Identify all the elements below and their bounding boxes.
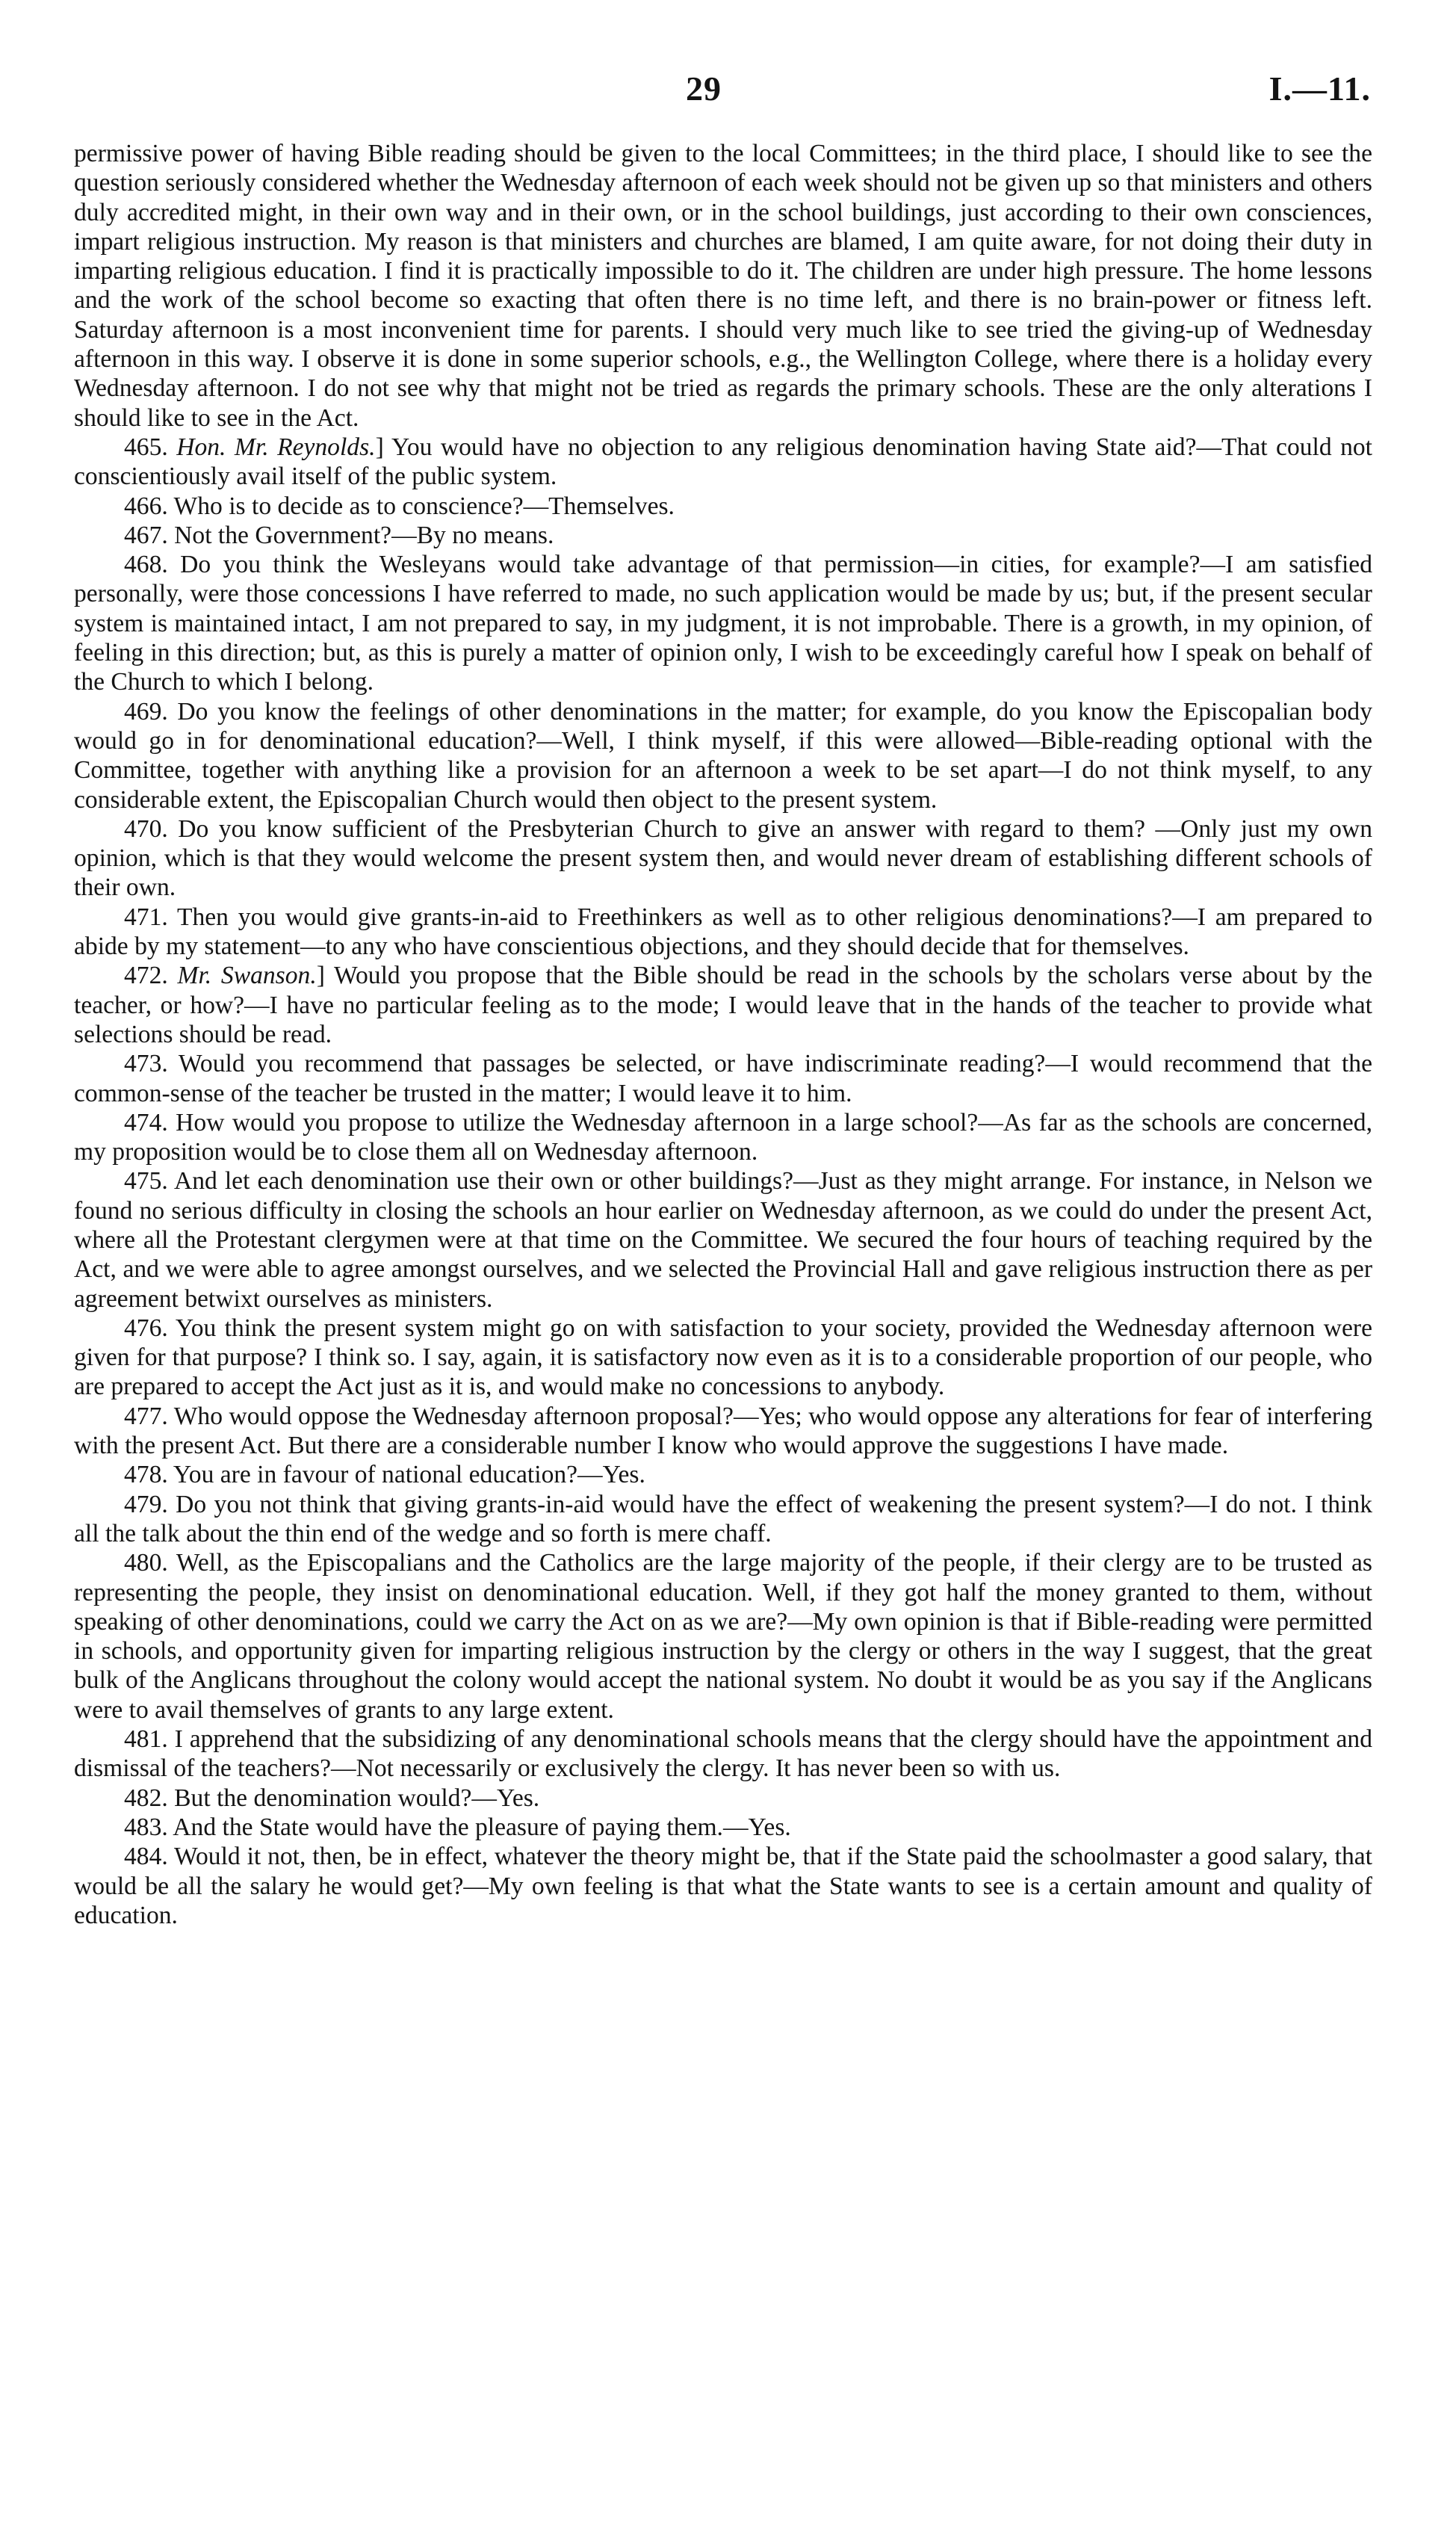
speaker-name: Mr. Swanson. [177, 962, 317, 990]
page-number: 29 [686, 69, 722, 108]
question-text: ] You would have no objection to any religious denomination having State aid?—That could not conscientiously avail itself of the public system. [74, 433, 1373, 491]
question-number: 472. [124, 962, 168, 990]
page-body [74, 139, 1372, 1930]
question-474: 474. How would you propose to utilize the Wednesday afternoon in a large school?—As far as the schools are concerned, my proposition would be to close them all on Wednesday afternoon. [74, 1108, 1372, 1166]
question-480: 480. Well, as the Episcopalians and the Catholics are the large majority of the people, if their clergy are to be trusted as representing the people, they insist on denominational education. Well, if they got half the money granted to them, without speaking of other denominations, could we carry the Act on as we are?—My own opinion is that if Bible-reading were permitted in schools, and opportunity given for imparting religious instruction by the clergy or others in the way I suggest, that the great bulk of the Anglicans throughout the colony would accept the national system. No doubt it would be as you say if the Anglicans were to avail themselves of grants to any large extent. [74, 1549, 1372, 1724]
question-number: 465. [124, 433, 168, 461]
question-481: 481. I apprehend that the subsidizing of any denominational schools means that the clergy should have the appointment and dismissal of the teachers?—Not necessarily or exclusively the clergy. It has never been so with us. [74, 1725, 1372, 1783]
question-466: 466. Who is to decide as to conscience?—Themselves. [124, 492, 675, 520]
question-470: 470. Do you know sufficient of the Presbyterian Church to give an answer with regard to them? —Only just my own opinion, which is that they would welcome the present system then, and would never dream of establishing different schools of their own. [74, 814, 1372, 902]
question-467: 467. Not the Government?—By no means. [124, 521, 554, 549]
document-reference: I.—11. [1268, 69, 1371, 108]
question-text: ] Would you propose that the Bible should be read in the schools by the scholars verse about by the teacher, or how?—I have no particular feeling as to the mode; I would leave that in the hands of the teacher to provide what selections should be read. [74, 962, 1372, 1048]
question-468: 468. Do you think the Wesleyans would take advantage of that permission—in cities, for example?—I am satisfied personally, were those concessions I have referred to made, no such application would be made by us; but, if the present secular system is maintained intact, I am not prepared to say, in my judgment, it is not improbable. There is a growth, in my opinion, of feeling in this direction; but, as this is purely a matter of opinion only, I wish to be exceedingly careful how I speak on behalf of the Church to which I belong. [74, 551, 1372, 696]
speaker-name: Hon. Mr. Reynolds. [176, 433, 376, 461]
question-473: 473. Would you recommend that passages be selected, or have indiscriminate reading?—I would recommend that the common-sense of the teacher be trusted in the matter; I would leave it to him. [74, 1050, 1372, 1107]
question-469: 469. Do you know the feelings of other denominations in the matter; for example, do you know the Episcopalian body would go in for denominational education?—Well, I think myself, if this were allowed—Bible-reading optional with the Committee, together with anything like a provision for an afternoon a week to be set apart—I do not think myself, to any considerable extent, the Episcopalian Church would then object to the present system. [74, 697, 1372, 814]
question-478: 478. You are in favour of national education?—Yes. [124, 1461, 645, 1489]
question-475: 475. And let each denomination use their own or other buildings?—Just as they might arrange. For instance, in Nelson we found no serious difficulty in closing the schools an hour earlier on Wednesday afternoon, as we could do under the present Act, where all the Protestant clergymen were at that time on the Committee. We secured the four hours of teaching required by the Act, and we were able to agree amongst ourselves, and we selected the Provincial Hall and gave religious instruction there as per agreement betwixt ourselves as ministers. [74, 1167, 1372, 1313]
question-471: 471. Then you would give grants-in-aid to Freethinkers as well as to other religious denominations?—I am prepared to abide by my statement—to any who have conscientious objections, and they should decide that for themselves. [74, 903, 1372, 961]
question-484: 484. Would it not, then, be in effect, whatever the theory might be, that if the State paid the schoolmaster a good salary, that would be all the salary he would get?—My own feeling is that what the State wants to see is a certain amount and quality of education. [74, 1843, 1372, 1929]
question-465 [74, 433, 1372, 492]
question-483: 483. And the State would have the pleasure of paying them.—Yes. [124, 1813, 791, 1841]
question-482: 482. But the denomination would?—Yes. [124, 1784, 540, 1812]
question-477: 477. Who would oppose the Wednesday afternoon proposal?—Yes; who would oppose any alterations for fear of interfering with the present Act. But there are a considerable number I know who would approve the suggestions I have made. [74, 1402, 1372, 1460]
question-479: 479. Do you not think that giving grants-in-aid would have the effect of weakening the present system?—I do not. I think all the talk about the thin end of the wedge and so forth is mere chaff. [74, 1490, 1372, 1547]
question-472 [74, 961, 1372, 1049]
question-476: 476. You think the present system might go on with satisfaction to your society, provided the Wednesday afternoon were given for that purpose? I think so. I say, again, it is satisfactory now even as it is to a considerable proportion of our people, who are prepared to accept the Act just as it is, and would make no concessions to anybody. [74, 1314, 1372, 1401]
paragraph-continuation: permissive power of having Bible reading should be given to the local Committees; in the third place, I should like to see the question seriously considered whether the Wednesday afternoon of each week should not be given up so that ministers and others duly accredited might, in their own way and in their own, or in the school buildings, just according to their own consciences, impart religious instruction. My reason is that ministers and churches are blamed, I am quite aware, for not doing their duty in imparting religious education. I find it is practically impossible to do it. The children are under high pressure. The home lessons and the work of the school become so exacting that often there is no time left, and there is no brain-power or fitness left. Saturday afternoon is a most inconvenient time for parents. I should very much like to see tried the giving-up of Wednesday afternoon in this way. I observe it is done in some superior schools, e.g., the Wellington College, where there is a holiday every Wednesday afternoon. I do not see why that might not be tried as regards the primary schools. These are the only alterations I should like to see in the Act. [74, 140, 1372, 432]
